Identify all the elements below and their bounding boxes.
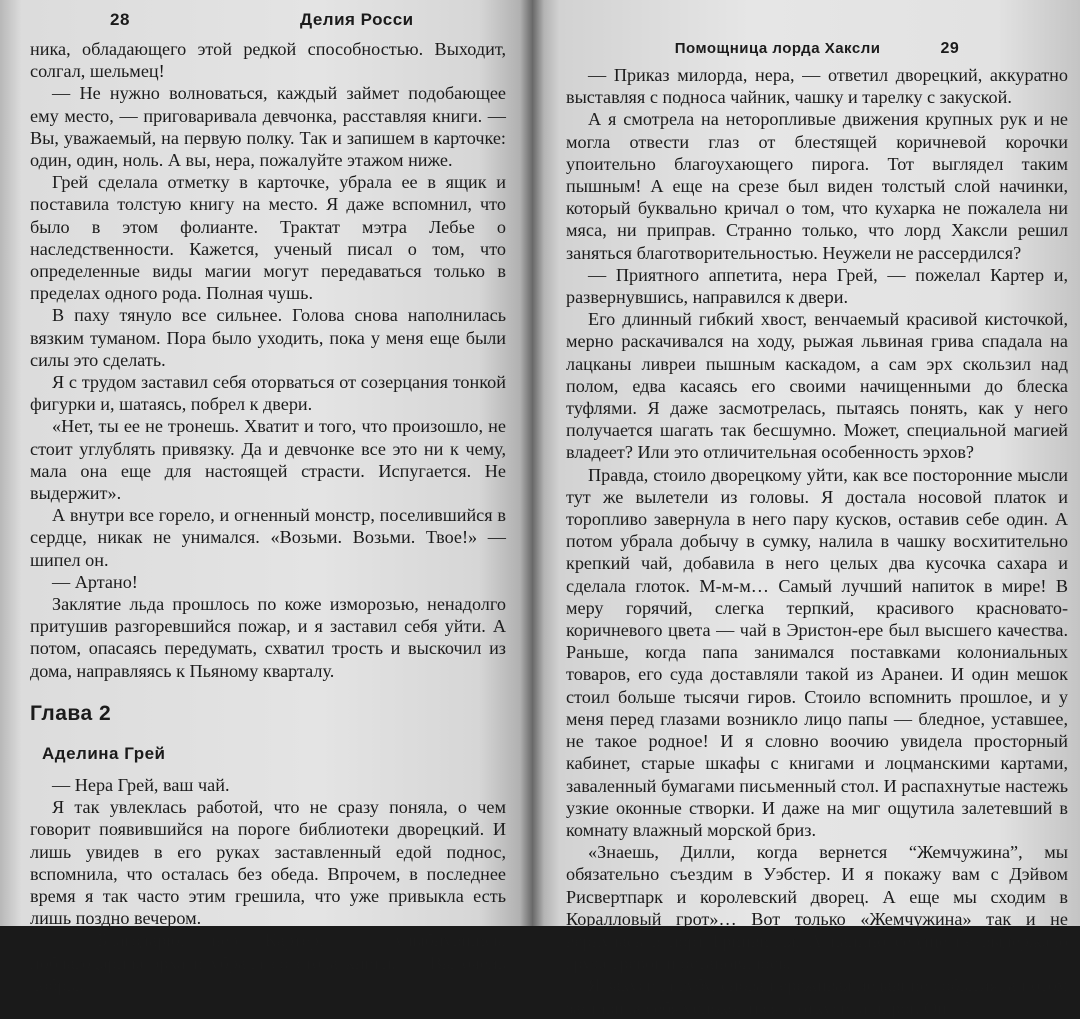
paragraph: Я так увлеклась работой, что не сразу поняла, о чем говорит появившийся на пороге библиотеки дворецкий. И лишь увидев в его руках заставленный едой поднос, вспомнила, что осталась без обеда. Впрочем, в последнее время я так часто этим грешила, что уже привыкла есть лишь поздно вечером.: [30, 797, 506, 929]
right-text: [566, 64, 1068, 1019]
paragraph: Правда, стоило дворецкому уйти, как все посторонние мысли тут же вылетели из головы. Я достала носовой платок и торопливо завернула в него пару кусков, оставив себе один. А потом убрала добычу в сумку, налила в чашку восхитительно крепкий чай, добавила в него целых два кусочка сахара и сделала глоток. М-м-м… Самый лучший напиток в мире! В меру горячий, слегка терпкий, красивого красновато-коричневого цвета — чай в Эристон-ере был высшего качества. Раньше, когда папа занимался поставками колониальных товаров, его суда доставляли такой из Аранеи. И один мешок стоил больше тысячи гиров. Стоило вспомнить прошлое, и у меня перед глазами возникло лицо папы — бледное, уставшее, не такое родное! И я словно воочию увидела просторный кабинет, старые шкафы с книгами и лоцманскими картами, заваленный бумагами письменный стол. И распахнутые настежь узкие оконные створки. И даже на миг ощутила залетевший в комнату влажный морской бриз.: [566, 464, 1068, 840]
chapter-title: Глава 2: [30, 701, 112, 725]
right-page: [532, 0, 1080, 1018]
left-page: [0, 0, 532, 995]
left-text-before: [30, 38, 506, 682]
left-text-after: [30, 774, 506, 996]
paragraph: — Нера Грей, ваш чай.: [52, 774, 230, 795]
paragraph: — Приятного аппетита, нера Грей, — пожелал Картер и, развернувшись, направился к двери.: [566, 264, 1068, 308]
paragraph: — Не нужно волноваться, каждый займет подобающее ему место, — приговаривала девчонка, расставляя книги. — Вы, уважаемый, на первую полку. Так и запишем в карточке: один, один, ноль. А вы, нера, пожалуйте этажом ниже.: [30, 83, 506, 171]
right-page-number: 29: [940, 40, 960, 57]
paragraph: «Нет, ты ее не тронешь. Хватит и того, что произошло, не стоит углублять привязку. Да и девчонке все это ни к чему, мала она еще для настоящей страсти. Испугается. Не выдержит».: [30, 416, 506, 504]
paragraph: — Артано!: [52, 571, 138, 592]
left-running-head: [30, 10, 506, 30]
right-running-title: Помощница лорда Хаксли: [674, 40, 881, 57]
paragraph: Я с трудом заставил себя оторваться от созерцания тонкой фигурки и, шатаясь, побрел к двери.: [30, 372, 506, 415]
paragraph: Его длинный гибкий хвост, венчаемый красивой кисточкой, мерно раскачивался на ходу, рыжая львиная грива спадала на лацканы ливреи пышным каскадом, а сам эрх скользил над полом, едва касаясь его своими начищенными до блеска туфлями. Я даже засмотрелась, пытаясь понять, как у него получается шагать так бесшумно. Может, специальной магией владеет? Или это отличительная особенность эрхов?: [566, 309, 1068, 463]
paragraph: В паху тянуло все сильнее. Голова снова наполнилась вязким туманом. Пора было уходить, пока у меня еще были силы это сделать.: [30, 305, 506, 370]
subchapter-title: Аделина Грей: [42, 743, 166, 763]
paragraph: Грей сделала отметку в карточке, убрала ее в ящик и поставила толстую книгу на место. Я даже вспомнил, что было в этом фолианте. Трактат мэтра Лебье о наследственности. Кажется, ученый писал о том, что определенные виды магии могут передаваться только в пределах одного рода. Полная чушь.: [30, 172, 506, 304]
left-page-number: 28: [110, 10, 130, 29]
book-gutter-shadow: [520, 0, 544, 926]
paragraph: ника, обладающего этой редкой способностью. Выходит, солгал, шельмец!: [30, 39, 506, 82]
paragraph: Заклятие льда прошлось по коже изморозью, ненадолго притушив разгоревшийся пожар, и я заставил себя уйти. А потом, опасаясь передумать, схватил трость и выскочил из дома, направляясь к Пьяному кварталу.: [30, 594, 506, 681]
paragraph: — Приказ милорда, нера, — ответил дворецкий, аккуратно выставляя с подноса чайник, чашку и тарелку с закуской.: [566, 65, 1068, 108]
right-running-head: [566, 40, 1068, 58]
paragraph: А я смотрела на неторопливые движения крупных рук и не могла отвести глаз от блестящей коричневой корочки упоительно благоухающего пирога. Тот выглядел таким пышным! А еще на срезе был виден толстый слой начинки, который буквально кричал о том, что кухарка не пожалела ни мяса, ни приправ. Странно только, что лорд Хаксли решил заняться благотворительностью. Неужели не рассердился?: [566, 109, 1068, 263]
left-running-title: Делия Росси: [300, 10, 414, 29]
paragraph: «Знаешь, Дилли, когда вернется “Жемчужина”, мы обязательно съездим в Уэбстер. И я покажу вам с Дэйвом Рисвертпарк и королевский дворец. А еще мы сходим в Коралловый грот»… Вот только «Жемчужина» так и не вернулась в порт Гринвилля. А папино сердце не выдержало груза тревог и остановилось.: [566, 842, 1068, 974]
paragraph: — Благодарю, нер Картер, — улыбнувшись, поблагодарила эрха и убрала со стола книги. — Вы очень добры.: [30, 930, 506, 995]
paragraph: А внутри все горело, и огненный монстр, поселившийся в сердце, никак не унимался. «Возьми. Возьми. Твое!» — шипел он.: [30, 505, 506, 570]
paragraph: Я закусила губу, снова переживая недавние события, а потом заставила себя успокоиться и откусила пирог. Он: [566, 975, 1068, 1018]
